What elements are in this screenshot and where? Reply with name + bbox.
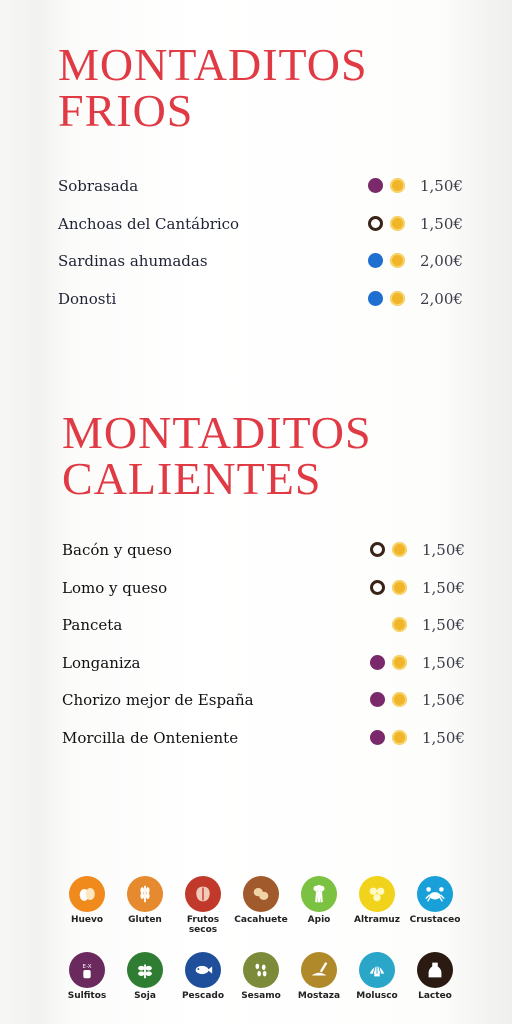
legend-item-molusco	[348, 952, 406, 1001]
sulfitos-allergen-icon	[370, 692, 385, 707]
item-price: 1,50€	[420, 177, 463, 195]
legend-item-lacteo	[406, 952, 464, 1001]
hot-menu-item	[0, 576, 512, 600]
allergen-icons	[370, 542, 414, 558]
legend-item-frutos_secos	[174, 876, 232, 935]
legend-label: Gluten	[128, 915, 162, 925]
item-price: 1,50€	[422, 728, 465, 747]
legend-label: Lacteo	[418, 991, 452, 1001]
gluten-allergen-icon	[390, 253, 405, 268]
allergen-legend	[64, 876, 464, 1016]
legend-label: Crustaceo	[409, 915, 461, 925]
legend-item-sulfitos	[58, 952, 116, 1001]
legend-label: Frutos secos	[186, 915, 220, 935]
cold-menu-item	[0, 249, 512, 273]
cold-title-line2: FRIOS	[58, 85, 194, 136]
legend-item-altramuz	[348, 876, 406, 925]
item-name: Donosti	[58, 289, 117, 308]
item-name: Anchoas del Cantábrico	[58, 214, 240, 233]
item-name: Lomo y queso	[62, 578, 168, 597]
nut-icon	[185, 876, 221, 912]
allergen-icons	[392, 617, 414, 633]
mustard-icon	[301, 952, 337, 988]
legend-label: Huevo	[70, 915, 104, 925]
gluten-allergen-icon	[390, 291, 405, 306]
item-name: Chorizo mejor de España	[62, 691, 254, 709]
hot-menu-item	[0, 726, 512, 750]
legend-item-mostaza	[290, 952, 348, 1001]
hot-title-line2: CALIENTES	[62, 453, 322, 504]
legend-item-apio	[290, 876, 348, 925]
item-price: 1,50€	[422, 691, 465, 709]
legend-label: Altramuz	[354, 915, 400, 925]
lacteo-allergen-icon	[370, 542, 385, 557]
item-name: Panceta	[62, 616, 123, 634]
legend-item-soja	[116, 952, 174, 1001]
legend-item-pescado	[174, 952, 232, 1001]
fish-icon	[185, 952, 221, 988]
allergen-icons	[368, 253, 412, 269]
item-name: Bacón y queso	[62, 541, 172, 559]
item-name: Sardinas ahumadas	[58, 252, 208, 270]
item-price: 1,50€	[422, 616, 465, 634]
lacteo-allergen-icon	[370, 580, 385, 595]
legend-label: Soja	[134, 991, 156, 1001]
allergen-icons	[368, 291, 412, 307]
allergen-icons	[370, 692, 414, 708]
milk-icon	[417, 952, 453, 988]
legend-label: Mostaza	[297, 991, 341, 1001]
pescado-allergen-icon	[368, 253, 383, 268]
sulphite-icon	[69, 952, 105, 988]
hot-menu-item	[0, 651, 512, 675]
item-price: 2,00€	[420, 289, 463, 308]
item-name: Morcilla de Onteniente	[62, 728, 239, 747]
item-price: 1,50€	[420, 214, 463, 233]
gluten-allergen-icon	[392, 617, 407, 632]
crab-icon	[417, 876, 453, 912]
item-price: 1,50€	[422, 578, 465, 597]
legend-label: Cacahuete	[234, 915, 288, 925]
cold-title-line1: MONTADITOS	[58, 39, 368, 90]
allergen-icons	[368, 178, 412, 194]
peanut-icon	[243, 876, 279, 912]
allergen-icons	[368, 216, 412, 232]
gluten-allergen-icon	[392, 580, 407, 595]
wheat-icon	[127, 876, 163, 912]
cold-menu-item	[0, 174, 512, 198]
lacteo-allergen-icon	[368, 216, 383, 231]
hot-menu-item	[0, 538, 512, 562]
allergen-icons	[370, 580, 414, 596]
legend-item-cacahuete	[232, 876, 290, 925]
gluten-allergen-icon	[392, 542, 407, 557]
sesame-icon	[243, 952, 279, 988]
sulfitos-allergen-icon	[368, 178, 383, 193]
gluten-allergen-icon	[390, 178, 405, 193]
gluten-allergen-icon	[392, 692, 407, 707]
cold-menu-item	[0, 212, 512, 236]
gluten-allergen-icon	[390, 216, 405, 231]
sulfitos-allergen-icon	[370, 655, 385, 670]
item-price: 1,50€	[422, 541, 465, 559]
gluten-allergen-icon	[392, 730, 407, 745]
hot-title-line1: MONTADITOS	[62, 407, 372, 458]
item-price: 2,00€	[420, 252, 463, 270]
item-price: 1,50€	[422, 653, 465, 672]
cold-menu-item	[0, 287, 512, 311]
allergen-icons	[370, 730, 414, 746]
sulfitos-allergen-icon	[370, 730, 385, 745]
hot-section-title	[62, 407, 372, 504]
gluten-allergen-icon	[392, 655, 407, 670]
legend-item-sesamo	[232, 952, 290, 1001]
legend-item-crustaceo	[406, 876, 464, 925]
legend-label: Molusco	[356, 991, 398, 1001]
legend-label: Pescado	[181, 991, 225, 1001]
legend-item-gluten	[116, 876, 174, 925]
item-name: Sobrasada	[58, 177, 139, 195]
legend-item-huevo	[58, 876, 116, 925]
shell-icon	[359, 952, 395, 988]
hot-menu-item	[0, 613, 512, 637]
soy-icon	[127, 952, 163, 988]
cold-section-title	[58, 39, 368, 136]
allergen-icons	[370, 655, 414, 671]
egg-icon	[69, 876, 105, 912]
lupin-icon	[359, 876, 395, 912]
legend-label: Apio	[307, 915, 331, 925]
hot-menu-item	[0, 688, 512, 712]
pescado-allergen-icon	[368, 291, 383, 306]
svg-text:E-X: E-X	[82, 964, 92, 971]
legend-label: Sesamo	[241, 991, 281, 1001]
item-name: Longaniza	[62, 653, 141, 672]
legend-label: Sulfitos	[67, 991, 107, 1001]
celery-icon	[301, 876, 337, 912]
